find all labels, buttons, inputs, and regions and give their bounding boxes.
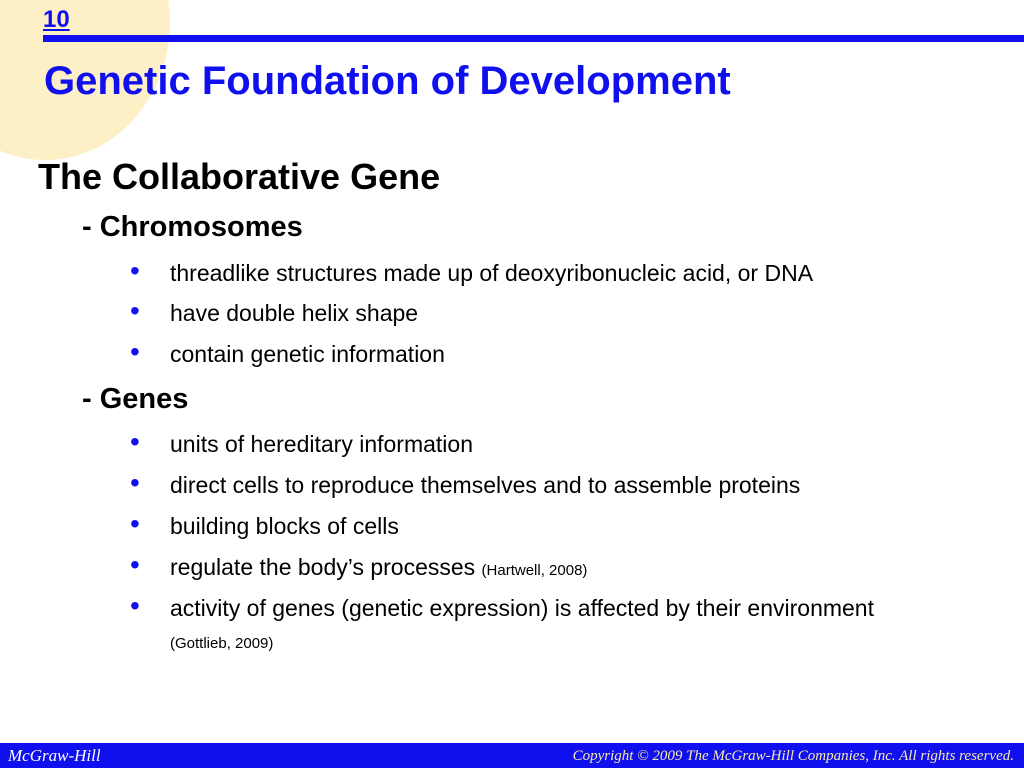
bullet-icon: • (130, 549, 140, 580)
subheading-chromosomes: - Chromosomes (82, 211, 303, 243)
bullet-text: direct cells to reproduce themselves and to assemble proteins (170, 472, 801, 498)
bullet-text: building blocks of cells (170, 513, 399, 539)
bullet-icon: • (130, 255, 140, 286)
bullet-text: activity of genes (genetic expression) is affected by their environment (170, 595, 874, 621)
bullet-text: units of hereditary information (170, 431, 473, 457)
slide-number: 10 (43, 6, 70, 33)
bullet-icon: • (130, 426, 140, 457)
bullet-text: threadlike structures made up of deoxyribonucleic acid, or DNA (170, 260, 814, 286)
bullet-icon: • (130, 336, 140, 367)
bullet-icon: • (130, 590, 140, 621)
title-rule (43, 35, 1024, 42)
subheading-genes: - Genes (82, 383, 189, 415)
bullet-icon: • (130, 508, 140, 539)
citation: (Gottlieb, 2009) (170, 635, 274, 652)
bullet-text: have double helix shape (170, 300, 419, 326)
section-heading: The Collaborative Gene (38, 156, 441, 197)
bullet-text: contain genetic information (170, 341, 445, 367)
citation: (Hartwell, 2008) (481, 562, 588, 579)
bullet-icon: • (130, 295, 140, 326)
bullet-text: regulate the body’s processes (170, 554, 476, 580)
publisher-name: McGraw-Hill (8, 746, 101, 765)
bullet-icon: • (130, 467, 140, 498)
copyright-notice: Copyright © 2009 The McGraw-Hill Companies, Inc. All rights reserved. (572, 748, 1014, 764)
slide-title: Genetic Foundation of Development (44, 59, 731, 103)
footer-bar (0, 743, 1024, 768)
